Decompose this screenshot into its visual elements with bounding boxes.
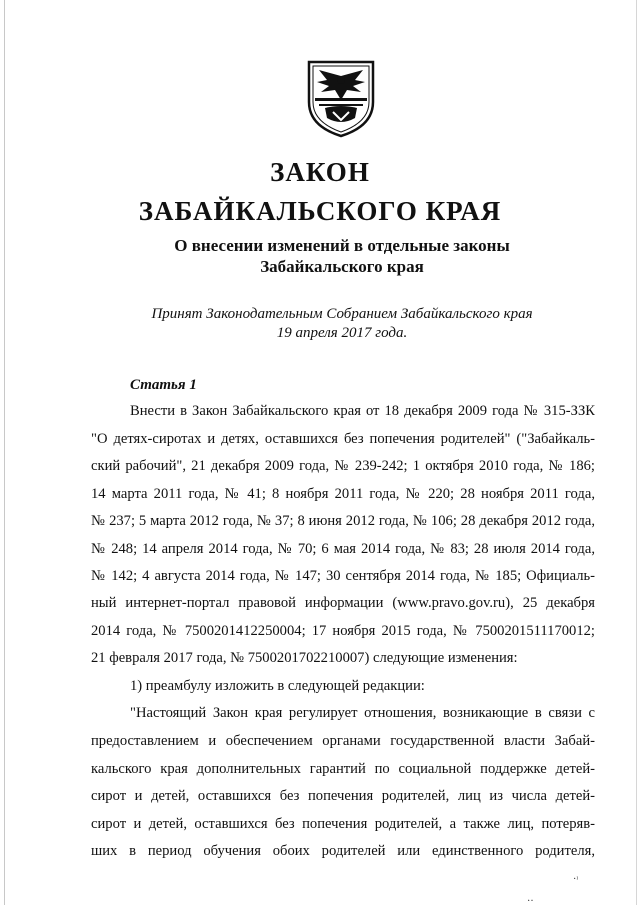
- body-line: ный интернет-портал правовой информации (www.pravo.gov.ru), 25 декабря: [91, 595, 595, 611]
- page-edge-left: [4, 0, 5, 905]
- body-line: № 237; 5 марта 2012 года, № 37; 8 июня 2012 года, № 106; 28 декабря 2012 года,: [91, 513, 595, 529]
- body-line: № 248; 14 апреля 2014 года, № 70; 6 мая 2014 года, № 83; 28 июля 2014 года,: [91, 541, 595, 557]
- body-line: сирот и детей, оставшихся без попечения родителей, лиц из числа детей-: [91, 788, 595, 804]
- article-heading: Статья 1: [130, 377, 197, 393]
- body-line: 21 февраля 2017 года, № 7500201702210007) следующие изменения:: [91, 650, 518, 666]
- body-line: сирот и детей, оставшихся без попечения родителей, а также лиц, потеряв-: [91, 816, 595, 832]
- coat-of-arms-icon: [305, 60, 377, 138]
- scan-speck: ·ᶦ: [573, 874, 578, 885]
- body-line: ский рабочий", 21 декабря 2009 года, № 239-242; 1 октября 2010 года, № 186;: [91, 458, 595, 474]
- page-edge-right: [636, 0, 637, 905]
- body-line: Внести в Закон Забайкальского края от 18 декабря 2009 года № 315-ЗЗК: [130, 403, 595, 419]
- body-line: ших в период обучения обоих родителей или единственного родителя,: [91, 843, 595, 859]
- body-line: № 142; 4 августа 2014 года, № 147; 30 сентября 2014 года, № 185; Официаль-: [91, 568, 595, 584]
- document-subtitle: О внесении изменений в отдельные законы: [174, 236, 510, 255]
- body-line: 2014 года, № 7500201412250004; 17 ноября 2015 года, № 7500201511170012;: [91, 623, 595, 639]
- document-subtitle-continued: Забайкальского края: [260, 257, 424, 276]
- body-line: кальского края дополнительных гарантий по социальной поддержке детей-: [91, 761, 595, 777]
- body-line: предоставлением и обеспечением органами государственной власти Забай-: [91, 733, 595, 749]
- body-line: 1) преамбулу изложить в следующей редакции:: [130, 678, 425, 694]
- adoption-date: 19 апреля 2017 года.: [276, 325, 408, 341]
- body-line: "Настоящий Закон края регулирует отношения, возникающие в связи с: [130, 705, 595, 721]
- document-title: ЗАКОН: [270, 157, 370, 187]
- adoption-note: Принят Законодательным Собранием Забайкальского края: [151, 306, 533, 322]
- document-title-region: ЗАБАЙКАЛЬСКОГО КРАЯ: [138, 196, 502, 226]
- body-line: 14 марта 2011 года, № 41; 8 ноября 2011 года, № 220; 28 ноября 2011 года,: [91, 486, 595, 502]
- scan-speck: ‥: [527, 893, 534, 904]
- body-line: "О детях-сиротах и детях, оставшихся без попечения родителей" ("Забайкаль-: [91, 431, 595, 447]
